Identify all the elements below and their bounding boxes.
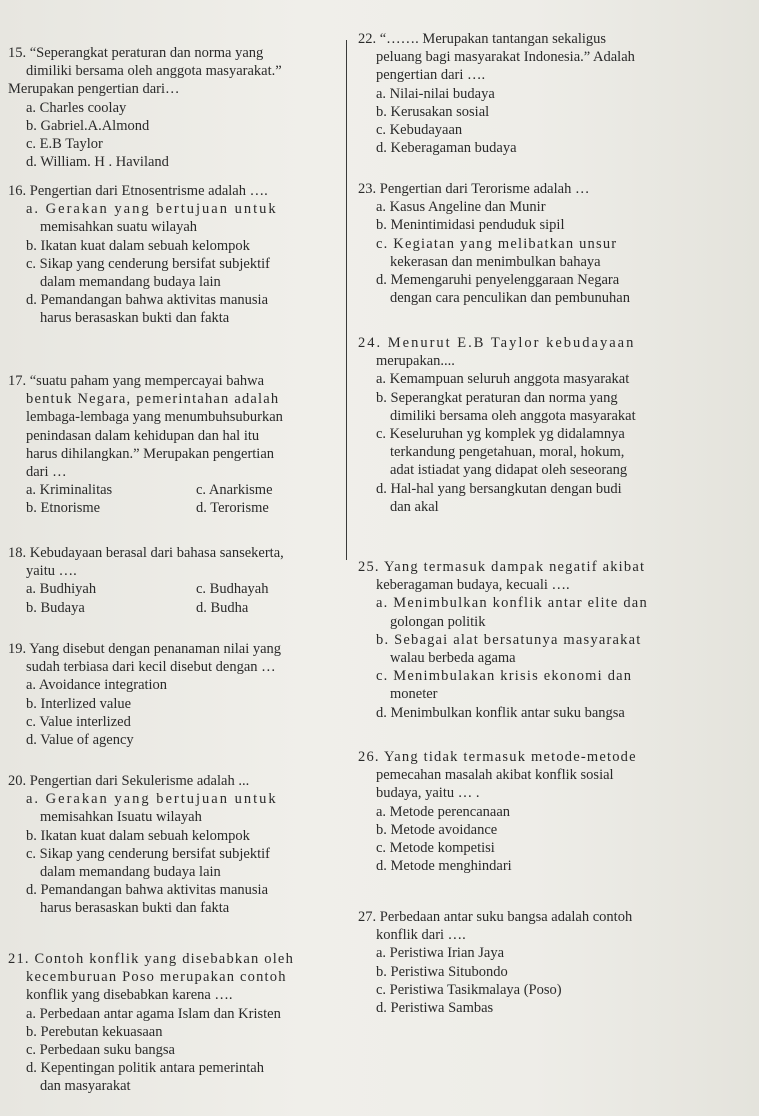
option-c[interactable]: c. Keseluruhan yg komplek yg didalamnya [376, 426, 625, 443]
question-text: 19. Yang disebut dengan penanaman nilai yang [8, 641, 282, 657]
option-a[interactable]: a. Menimbulkan konflik antar elite dan [376, 595, 648, 612]
option-c[interactable]: c. Sikap yang cenderung bersifat subjektif [26, 845, 271, 862]
option-a[interactable]: a. Metode perencanaan [376, 803, 511, 820]
option-c[interactable]: c. Metode kompetisi [376, 840, 495, 857]
option-b[interactable]: b. Interlized value [26, 695, 132, 712]
option-b[interactable]: b. Ikatan kuat dalam sebuah kelompok [26, 237, 250, 254]
option-d-cont: harus berasaskan bukti dan fakta [40, 310, 230, 327]
option-a[interactable]: a. Kriminalitas [26, 482, 113, 499]
option-d[interactable]: d. Hal-hal yang bersangkutan dengan budi [376, 480, 622, 497]
option-c[interactable]: c. Anarkisme [196, 482, 273, 499]
option-d-cont: dan akal [390, 498, 439, 515]
question-text: sudah terbiasa dari kecil disebut dengan … [26, 659, 276, 676]
option-a[interactable]: a. Kemampuan seluruh anggota masyarakat [376, 371, 630, 388]
option-a[interactable]: a. Gerakan yang bertujuan untuk [26, 201, 278, 218]
question-text: yaitu …. [26, 563, 77, 580]
option-b[interactable]: b. Peristiwa Situbondo [376, 963, 508, 980]
option-a[interactable]: a. Charles coolay [26, 99, 127, 116]
question-text: pengertian dari …. [376, 67, 486, 84]
option-c[interactable]: c. Menimbulakan krisis ekonomi dan [376, 668, 633, 685]
option-c[interactable]: c. Budhayah [196, 581, 269, 598]
option-d-cont: dan masyarakat [40, 1078, 131, 1095]
option-b[interactable]: b. Perebutan kekuasaan [26, 1023, 163, 1040]
option-a[interactable]: a. Avoidance integration [26, 677, 168, 694]
option-c-cont: kekerasan dan menimbulkan bahaya [390, 253, 601, 270]
question-text: 26. Yang tidak termasuk metode-metode [358, 749, 637, 765]
question-text: 25. Yang termasuk dampak negatif akibat [358, 559, 646, 575]
option-b[interactable]: b. Sebagai alat bersatunya masyarakat [376, 631, 642, 648]
option-b[interactable]: b. Budaya [26, 599, 85, 616]
question-text: 27. Perbedaan antar suku bangsa adalah contoh [358, 909, 633, 925]
option-d-cont: dengan cara penculikan dan pembunuhan [390, 290, 630, 307]
option-d[interactable]: d. Peristiwa Sambas [376, 1000, 494, 1017]
question-text: 23. Pengertian dari Terorisme adalah … [358, 181, 590, 197]
option-a[interactable]: a. Gerakan yang bertujuan untuk [26, 791, 278, 808]
option-a[interactable]: a. Nilai-nilai budaya [376, 85, 495, 102]
option-c[interactable]: c. Kebudayaan [376, 122, 463, 139]
question-text: lembaga-lembaga yang menumbuhsuburkan [26, 409, 283, 426]
option-b[interactable]: b. Etnorisme [26, 500, 101, 517]
option-c[interactable]: c. Peristiwa Tasikmalaya (Poso) [376, 981, 562, 998]
option-d[interactable]: d. Kepentingan politik antara pemerintah [26, 1060, 264, 1077]
option-a[interactable]: a. Kasus Angeline dan Munir [376, 199, 546, 216]
question-text: merupakan.... [376, 353, 455, 370]
option-d[interactable]: d. Keberagaman budaya [376, 140, 517, 157]
option-c-cont: adat istiadat yang didapat oleh seseorang [390, 462, 628, 479]
option-d[interactable]: d. Pemandangan bahwa aktivitas manusia [26, 292, 269, 309]
question-18 [8, 544, 348, 617]
question-16 [8, 182, 348, 328]
question-15 [8, 44, 348, 171]
question-26 [358, 748, 754, 875]
question-17 [8, 372, 348, 518]
question-text: dari … [26, 464, 67, 481]
option-c[interactable]: c. Sikap yang cenderung bersifat subjektif [26, 255, 271, 272]
option-a-cont: memisahkan suatu wilayah [40, 219, 198, 236]
option-b[interactable]: b. Menintimidasi penduduk sipil [376, 217, 565, 234]
question-20 [8, 772, 348, 918]
option-d[interactable]: d. William. H . Haviland [26, 154, 169, 171]
option-d[interactable]: d. Pemandangan bahwa aktivitas manusia [26, 882, 269, 899]
option-b[interactable]: b. Seperangkat peraturan dan norma yang [376, 389, 618, 406]
option-d[interactable]: d. Memengaruhi penyelenggaraan Negara [376, 272, 620, 289]
option-b[interactable]: b. Gabriel.A.Almond [26, 117, 150, 134]
question-text: 20. Pengertian dari Sekulerisme adalah ... [8, 773, 250, 789]
question-text: 24. Menurut E.B Taylor kebudayaan [358, 335, 636, 351]
option-c-cont: dalam memandang budaya lain [40, 864, 221, 881]
option-a[interactable]: a. Budhiyah [26, 581, 97, 598]
question-text: konflik dari …. [376, 927, 466, 944]
question-19 [8, 640, 348, 749]
question-text: 16. Pengertian dari Etnosentrisme adalah …. [8, 183, 268, 199]
question-24 [358, 334, 754, 516]
question-text: budaya, yaitu … . [376, 785, 480, 802]
question-text: Merupakan pengertian dari… [8, 81, 180, 98]
question-text: harus dihilangkan.” Merupakan pengertian [26, 445, 275, 462]
option-a[interactable]: a. Perbedaan antar agama Islam dan Kristen [26, 1005, 281, 1022]
question-text: konflik yang disebabkan karena …. [26, 987, 233, 1004]
option-c[interactable]: c. E.B Taylor [26, 136, 103, 153]
option-d[interactable]: d. Value of agency [26, 732, 134, 749]
option-c[interactable]: c. Perbedaan suku bangsa [26, 1042, 175, 1059]
question-text: 22. “……. Merupakan tantangan sekaligus [358, 31, 607, 47]
option-b[interactable]: b. Ikatan kuat dalam sebuah kelompok [26, 827, 250, 844]
question-text: peluang bagi masyarakat Indonesia.” Adalah [376, 49, 635, 66]
option-a[interactable]: a. Peristiwa Irian Jaya [376, 945, 505, 962]
option-b-cont: walau berbeda agama [390, 650, 516, 667]
question-23 [358, 180, 754, 307]
question-22 [358, 30, 754, 157]
question-text: kecemburuan Poso merupakan contoh [26, 969, 287, 986]
option-a-cont: golongan politik [390, 613, 486, 630]
option-b[interactable]: b. Metode avoidance [376, 821, 498, 838]
option-c-cont: terkandung pengetahuan, moral, hokum, [390, 444, 625, 461]
question-text: 15. “Seperangkat peraturan dan norma yang [8, 45, 264, 61]
option-b[interactable]: b. Kerusakan sosial [376, 103, 490, 120]
option-c[interactable]: c. Value interlized [26, 713, 131, 730]
option-c-cont: moneter [390, 686, 438, 703]
option-c-cont: dalam memandang budaya lain [40, 274, 221, 291]
question-21 [8, 950, 348, 1096]
option-b-cont: dimiliki bersama oleh anggota masyarakat [390, 407, 636, 424]
question-text: penindasan dalam kehidupan dan hal itu [26, 427, 260, 444]
option-a-cont: memisahkan Isuatu wilayah [40, 809, 202, 826]
option-d[interactable]: d. Metode menghindari [376, 858, 512, 875]
option-d-cont: harus berasaskan bukti dan fakta [40, 900, 230, 917]
option-d[interactable]: d. Budha [196, 599, 249, 616]
question-27 [358, 908, 754, 1017]
question-text: pemecahan masalah akibat konflik sosial [376, 767, 614, 784]
option-d[interactable]: d. Terorisme [196, 500, 269, 517]
option-c[interactable]: c. Kegiatan yang melibatkan unsur [376, 235, 618, 252]
question-text: 18. Kebudayaan berasal dari bahasa sansekerta, [8, 545, 284, 561]
option-d[interactable]: d. Menimbulkan konflik antar suku bangsa [376, 704, 625, 721]
question-text: dimiliki bersama oleh anggota masyarakat.” [26, 63, 282, 80]
question-text: keberagaman budaya, kecuali …. [376, 577, 570, 594]
question-text: bentuk Negara, pemerintahan adalah [26, 391, 280, 408]
question-text: 17. “suatu paham yang mempercayai bahwa [8, 373, 265, 389]
question-25 [358, 558, 754, 722]
question-text: 21. Contoh konflik yang disebabkan oleh [8, 951, 295, 967]
